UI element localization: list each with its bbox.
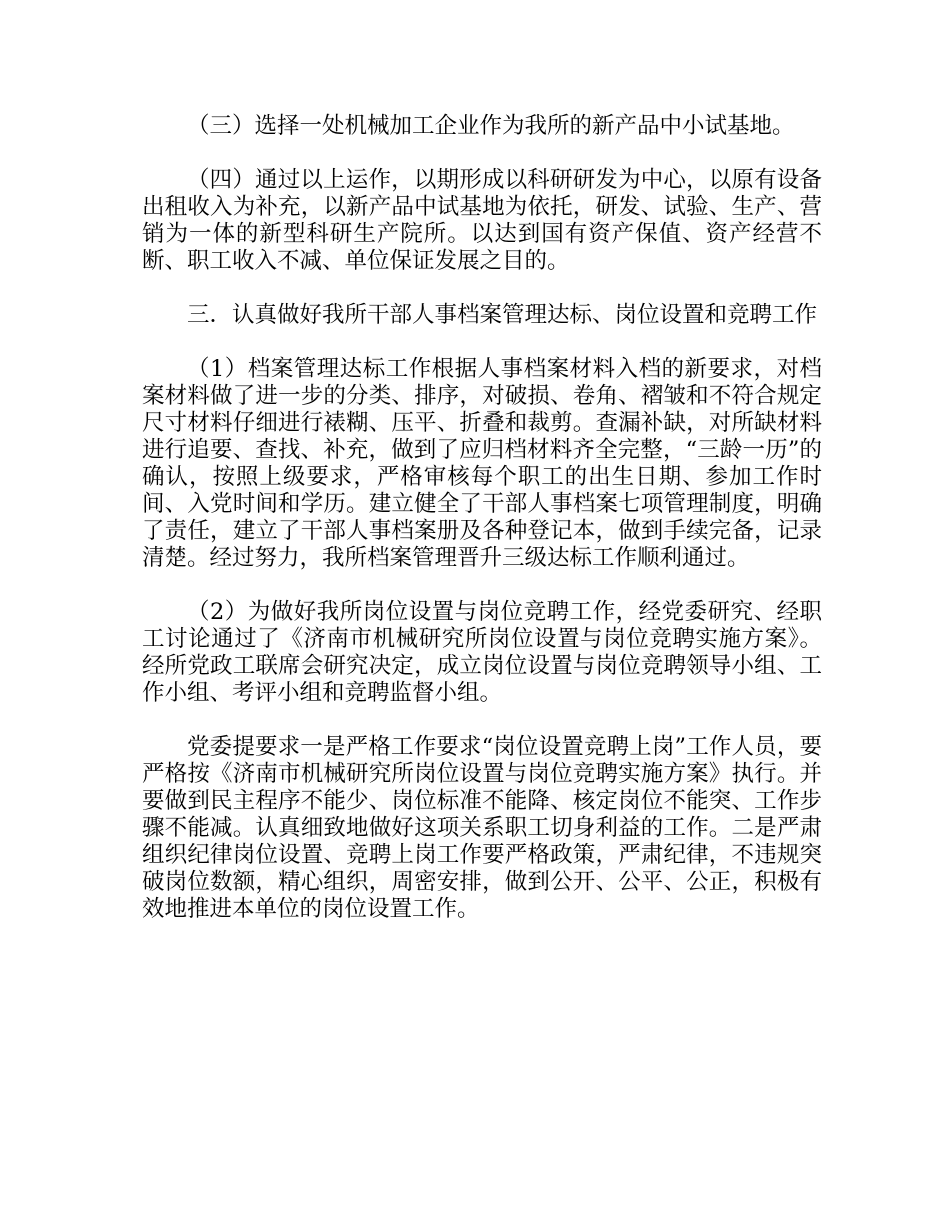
paragraph-4: （1）档案管理达标工作根据人事档案材料入档的新要求，对档案材料做了进一步的分类、排序，对破损、卷角、褶皱和不符合规定尺寸材料仔细进行裱糊、压平、折叠和裁剪。查漏补缺，对所缺材料进行追要、查找、补充，做到了应归档材料齐全完整，“三龄一历”的确认，按照上级要求，严格审核每个职工的出生日期、参加工作时间、入党时间和学历。建立健全了干部人事档案七项管理制度，明确了责任，建立了干部人事档案册及各种登记本，做到手续完备，记录清楚。经过努力，我所档案管理晋升三级达标工作顺利通过。 (142, 356, 822, 571)
paragraph-1: （三）选择一处机械加工企业作为我所的新产品中小试基地。 (187, 113, 795, 139)
paragraph-2: （四）通过以上运作，以期形成以科研研发为中心，以原有设备出租收入为补充，以新产品中试基地为依托，研发、试验、生产、营销为一体的新型科研生产院所。以达到国有资产保值、资产经营不断、职工收入不减、单位保证发展之目的。 (142, 167, 822, 274)
document-body (142, 113, 822, 950)
section-heading: 三．认真做好我所干部人事档案管理达标、岗位设置和竞聘工作 (187, 302, 818, 328)
paragraph-5: （2）为做好我所岗位设置与岗位竞聘工作，经党委研究、经职工讨论通过了《济南市机械研究所岗位设置与岗位竞聘实施方案》。经所党政工联席会研究决定，成立岗位设置与岗位竞聘领导小组、工作小组、考评小组和竞聘监督小组。 (142, 599, 822, 706)
paragraph-6: 党委提要求一是严格工作要求“岗位设置竞聘上岗”工作人员，要严格按《济南市机械研究所岗位设置与岗位竞聘实施方案》执行。并要做到民主程序不能少、岗位标准不能降、核定岗位不能突、工作步骤不能减。认真细致地做好这项关系职工切身利益的工作。二是严肃组织纪律岗位设置、竞聘上岗工作要严格政策，严肃纪律，不违规突破岗位数额，精心组织，周密安排，做到公开、公平、公正，积极有效地推进本单位的岗位设置工作。 (142, 734, 822, 922)
